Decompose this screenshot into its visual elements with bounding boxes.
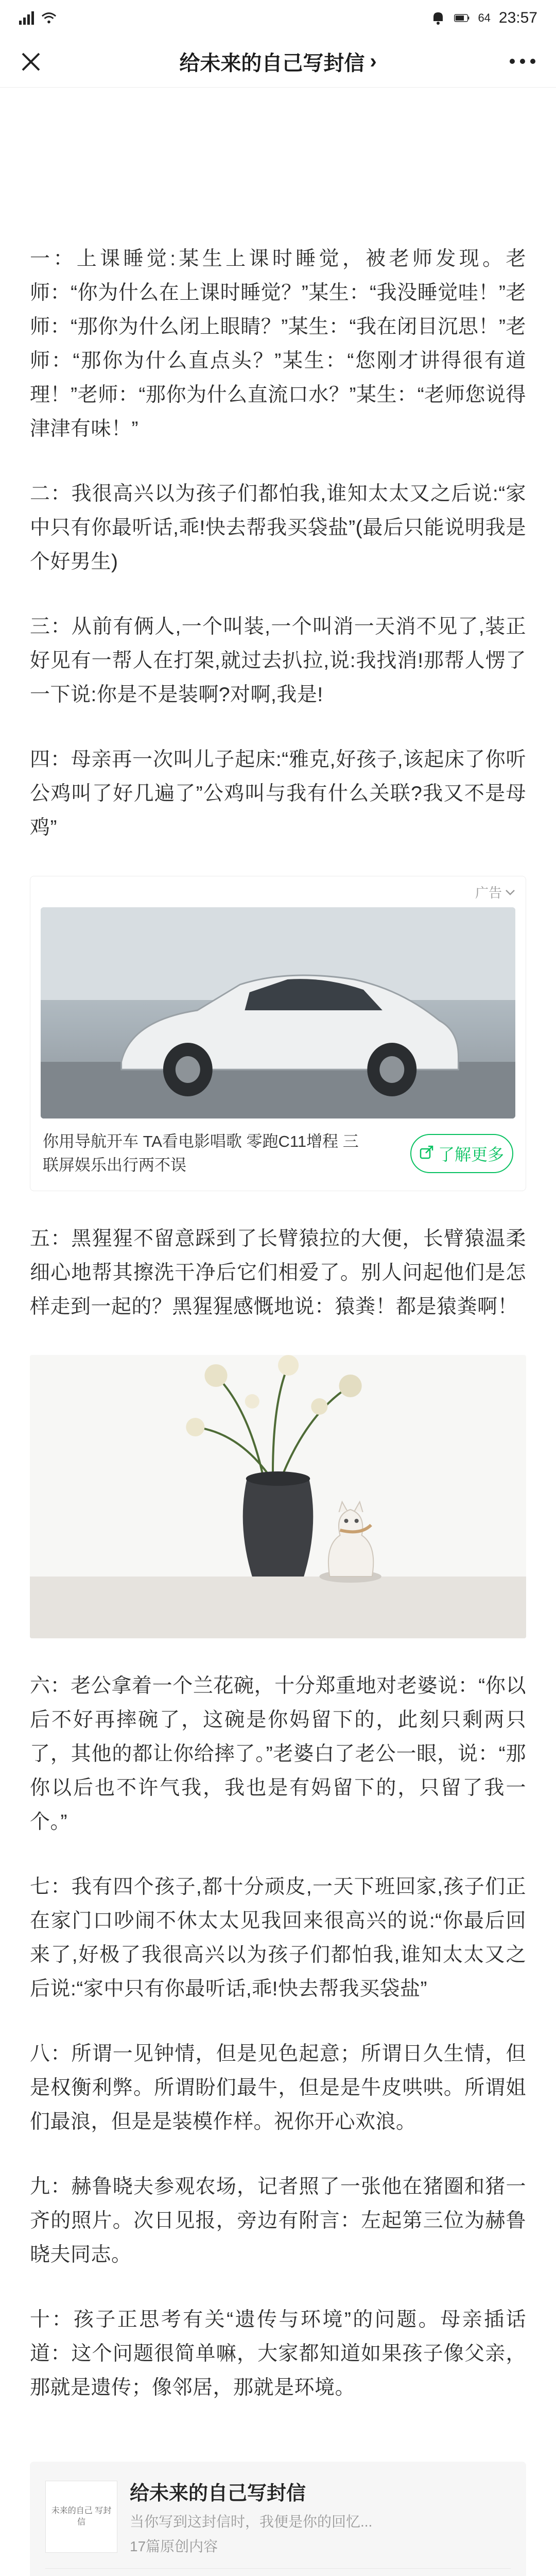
article-paragraph-2: 二：我很高兴以为孩子们都怕我,谁知太太又之后说:“家中只有你最听话,乖!快去帮我买袋盐”(最后只能说明我是个好男生) <box>30 483 526 573</box>
collection-title: 给未来的自己写封信 <box>130 2483 306 2504</box>
ad-tag[interactable] <box>30 876 526 907</box>
ad-tag-label: 广告 <box>475 885 502 901</box>
ad-bottom <box>30 1118 526 1191</box>
external-link-icon <box>420 1144 434 1163</box>
article-paragraph-1: 一：上课睡觉:某生上课时睡觉，被老师发现。老师：“你为什么在上课时睡觉？”某生：“我没睡觉哇！”老师：“那你为什么闭上眼睛？”某生：“我在闭目沉思！”老师：“那你为什么直点头？”某生：“您刚才讲得很有道理！”老师：“那你为什么直流口水？”某生：“老师您说得津津有味！” <box>30 248 526 440</box>
collection-count: 17篇原创内容 <box>130 2538 218 2554</box>
article-paragraph-6: 六：老公拿着一个兰花碗，十分郑重地对老婆说：“你以后不好再摔碗了，这碗是你妈留下的，此刻只剩两只了，其他的都让你给摔了。”老婆白了老公一眼，说：“那你以后也不许气我，我也是有妈留下的，只留了我一个。” <box>30 1675 526 1833</box>
ad-card[interactable] <box>30 876 526 1191</box>
nav-bar <box>0 36 556 88</box>
cat-flower-photo <box>30 1355 526 1638</box>
chevron-right-icon: › <box>370 50 377 73</box>
article-paragraph-3: 三：从前有俩人,一个叫装,一个叫消一天消不见了,装正好见有一帮人在打架,就过去扒拉,说:我找消!那帮人愣了一下说:你是不是装啊?对啊,我是! <box>30 616 526 706</box>
article-paragraph-4: 四：母亲再一次叫儿子起床:“雅克,好孩子,该起床了你听公鸡叫了好几遍了”公鸡叫与我有什么关联?我又不是母鸡” <box>30 749 526 839</box>
learn-more-button[interactable] <box>410 1134 513 1173</box>
collection-footer <box>45 2568 511 2576</box>
close-icon[interactable] <box>21 52 41 72</box>
article-paragraph-9: 九：赫鲁晓夫参观农场，记者照了一张他在猪圈和猪一齐的照片。次日见报，旁边有附言：左起第三位为赫鲁晓夫同志。 <box>30 2176 526 2266</box>
collection-thumbnail: 未来的自己 写封信 <box>45 2481 117 2553</box>
status-right <box>430 9 537 27</box>
battery-level: 64 <box>478 11 491 24</box>
chevron-down-icon <box>505 884 515 900</box>
collection-info <box>130 2477 500 2556</box>
bell-icon <box>430 10 446 26</box>
nav-title[interactable] <box>179 47 376 76</box>
article-paragraph-5: 五：黑猩猩不留意踩到了长臂猿拉的大便，长臂猿温柔细心地帮其擦洗干净后它们相爱了。别人问起他们是怎样走到一起的？黑猩猩感慨地说：猿粪！都是猿粪啊！ <box>30 1228 526 1318</box>
ad-car-image[interactable] <box>41 907 515 1118</box>
ad-text[interactable]: 你用导航开车 TA看电影唱歌 零跑C11增程 三联屏娱乐出行两不误 <box>43 1132 359 1174</box>
learn-more-label: 了解更多 <box>438 1145 504 1164</box>
wifi-icon <box>41 10 57 26</box>
article-paragraph-8: 八：所谓一见钟情，但是见色起意；所谓日久生情，但是权衡利弊。所谓盼们最牛，但是是牛皮哄哄。所谓姐们最浪，但是是装模作样。祝你开心欢浪。 <box>30 2043 526 2133</box>
collection-card[interactable] <box>30 2462 526 2576</box>
nav-title-text: 给未来的自己写封信 <box>179 52 365 75</box>
status-bar <box>0 0 556 36</box>
status-left <box>19 10 57 26</box>
signal-icon <box>19 10 34 26</box>
article-paragraph-10: 十：孩子正思考有关“遗传与环境”的问题。母亲插话道：这个问题很简单嘛，大家都知道如果孩子像父亲，那就是遗传；像邻居，那就是环境。 <box>30 2309 526 2399</box>
article-paragraph-7: 七：我有四个孩子,都十分顽皮,一天下班回家,孩子们正在家门口吵闹不休太太见我回来很高兴的说:“你最后回来了,好极了我很高兴以为孩子们都怕我,谁知太太又之后说:“家中只有你最听话,乖!快去帮我买袋盐” <box>30 1876 526 2000</box>
collection-row <box>45 2477 511 2556</box>
battery-icon <box>454 10 470 26</box>
collection-desc: 当你写到这封信时，我便是你的回忆... <box>130 2514 373 2530</box>
article-body <box>0 242 556 2576</box>
clock: 23:57 <box>498 9 537 26</box>
more-icon[interactable] <box>510 59 535 66</box>
